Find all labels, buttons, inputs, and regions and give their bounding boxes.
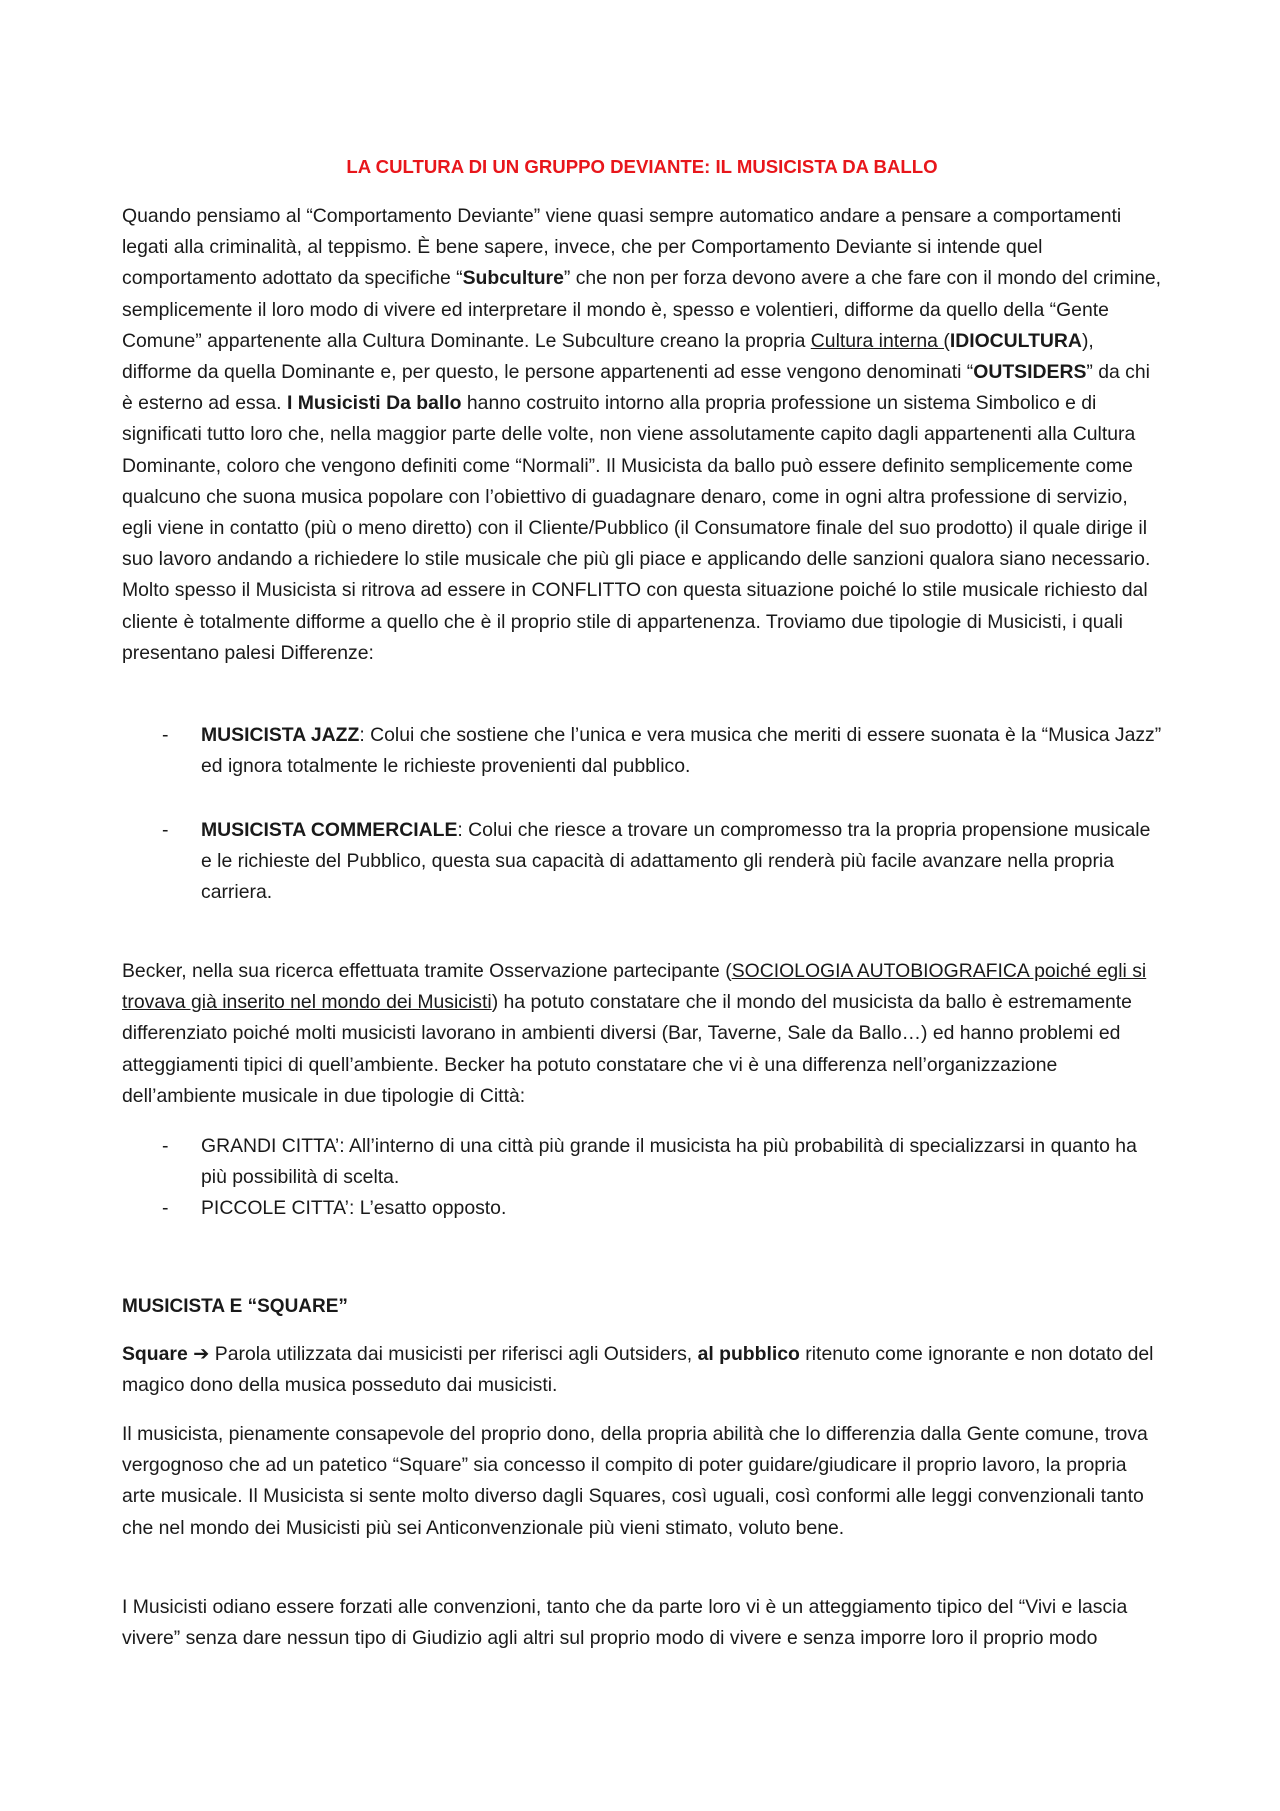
arrow-icon: ➔	[193, 1343, 210, 1365]
bold-term: Subculture	[462, 267, 564, 290]
list-item-text: GRANDI CITTA’: All’interno di una città più grande il musicista ha più probabilità di specializzarsi in quanto ha più possibilità di scelta.	[201, 1135, 1137, 1189]
text-run: Quando pensiamo al “Comportamento Deviante” viene quasi sempre automatico andare a pensare a comportamenti legati alla criminalità, al teppismo. È bene sapere, invece, che per Comportamento Deviante si intende quel comportamento adottato da specifiche “	[122, 205, 1122, 290]
bold-term: OUTSIDERS	[973, 361, 1087, 384]
bold-term: IDIOCULTURA	[949, 329, 1082, 352]
bold-term: I Musicisti Da ballo	[286, 392, 462, 415]
paragraph: I Musicisti odiano essere forzati alle convenzioni, tanto che da parte loro vi è un atteggiamento tipico del “Vivi e lascia vivere” senza dare nessun tipo di Giudizio agli altri sul proprio modo di vivere e senza imporre loro il proprio modo	[122, 1596, 1128, 1650]
list-item-text: PICCOLE CITTA’: L’esatto opposto.	[201, 1197, 507, 1219]
text-run: : Colui che sostiene che l’unica e vera musica che meriti di essere suonata è la “Musica Jazz” ed ignora totalmente le richieste provenienti dal pubblico.	[201, 724, 1162, 778]
underlined-text: SOCIOLOGIA AUTOBIOGRAFICA poiché egli si trovava già inserito nel mondo dei Musicisti	[122, 960, 1147, 1014]
list-dash: -	[162, 1135, 169, 1157]
text-run: ) ha potuto constatare che il mondo del musicista da ballo è estremamente differenziato poiché molti musicisti lavorano in ambienti diversi (Bar, Taverne, Sale da Ballo…) ed hanno problemi ed atteggiamenti tipici di quell’ambiente. Becker ha potuto constatare che vi è una differenza nell’organizzazione dell’ambiente musicale in due tipologie di Città:	[122, 991, 1132, 1107]
list-dash: -	[162, 724, 169, 746]
becker-paragraph	[122, 956, 1162, 1112]
text-run: Becker, nella sua ricerca effettuata tramite Osservazione partecipante (	[122, 960, 732, 982]
text-run: ), difforme da quella Dominante e, per questo, le persone appartenenti ad esse vengono denominati “	[122, 329, 1094, 384]
text-run: hanno costruito intorno alla propria professione un sistema Simbolico e di significati tutto loro che, nella maggior parte delle volte, non viene assolutamente capito dagli appartenenti alla Cultura Dominante, coloro che vengono definiti come “Normali”. Il Musicista da ballo può essere definito semplicemente come qualcuno che suona musica popolare con l’obiettivo di guadagnare denaro, come in ogni altra professione di servizio, egli viene in contatto (più o meno diretto) con il Cliente/Pubblico (il Consumatore finale del suo prodotto) il quale dirige il suo lavoro andando a richiedere lo stile musicale che più gli piace e applicando delle sanzioni qualora siano necessario. Molto spesso il Musicista si ritrova ad essere in CONFLITTO con questa situazione poiché lo stile musicale richiesto dal cliente è totalmente difforme a quello che è il proprio stile di appartenenza. Troviamo due tipologie di Musicisti, i quali presentano palesi Differenze:	[122, 392, 1151, 664]
list-item-text	[201, 720, 1162, 782]
text-run: Parola utilizzata dai musicisti per riferisci agli Outsiders,	[209, 1343, 698, 1365]
bold-term: al pubblico	[697, 1343, 800, 1365]
list-item-text	[201, 815, 1162, 909]
bold-term: MUSICISTA COMMERCIALE	[201, 819, 458, 841]
list-dash: -	[162, 1197, 169, 1219]
list-dash: -	[162, 819, 169, 841]
square-definition	[122, 1339, 1162, 1401]
underlined-text: Cultura interna (	[810, 329, 950, 352]
bold-term: MUSICISTA JAZZ	[201, 724, 360, 746]
page-title: LA CULTURA DI UN GRUPPO DEVIANTE: IL MUSICISTA DA BALLO	[346, 156, 938, 177]
text-run: ” che non per forza devono avere a che fare con il mondo del crimine, semplicemente il loro modo di vivere ed interpretare il mondo è, spesso e volentieri, difforme da quello della “Gente Comune” appartenente alla Cultura Dominante. Le Subculture creano la propria	[122, 267, 1162, 352]
intro-paragraph	[122, 201, 1162, 669]
bold-term: Square	[122, 1343, 188, 1365]
section-heading: MUSICISTA E “SQUARE”	[122, 1296, 348, 1317]
text-run: ” da chi è esterno ad essa.	[122, 361, 1150, 415]
text-run: : Colui che riesce a trovare un compromesso tra la propria propensione musicale e le richieste del Pubblico, questa sua capacità di adattamento gli renderà più facile avanzare nella propria carriera.	[201, 819, 1151, 904]
text-run: ritenuto come ignorante e non dotato del magico dono della musica posseduto dai musicisti.	[122, 1343, 1154, 1397]
paragraph: Il musicista, pienamente consapevole del proprio dono, della propria abilità che lo differenzia dalla Gente comune, trova vergognoso che ad un patetico “Square” sia concesso il compito di poter guidare/giudicare il proprio lavoro, la propria arte musicale. Il Musicista si sente molto diverso dagli Squares, così uguali, così conformi alle leggi convenzionali tanto che nel mondo dei Musicisti più sei Anticonvenzionale più vieni stimato, voluto bene.	[122, 1423, 1148, 1539]
